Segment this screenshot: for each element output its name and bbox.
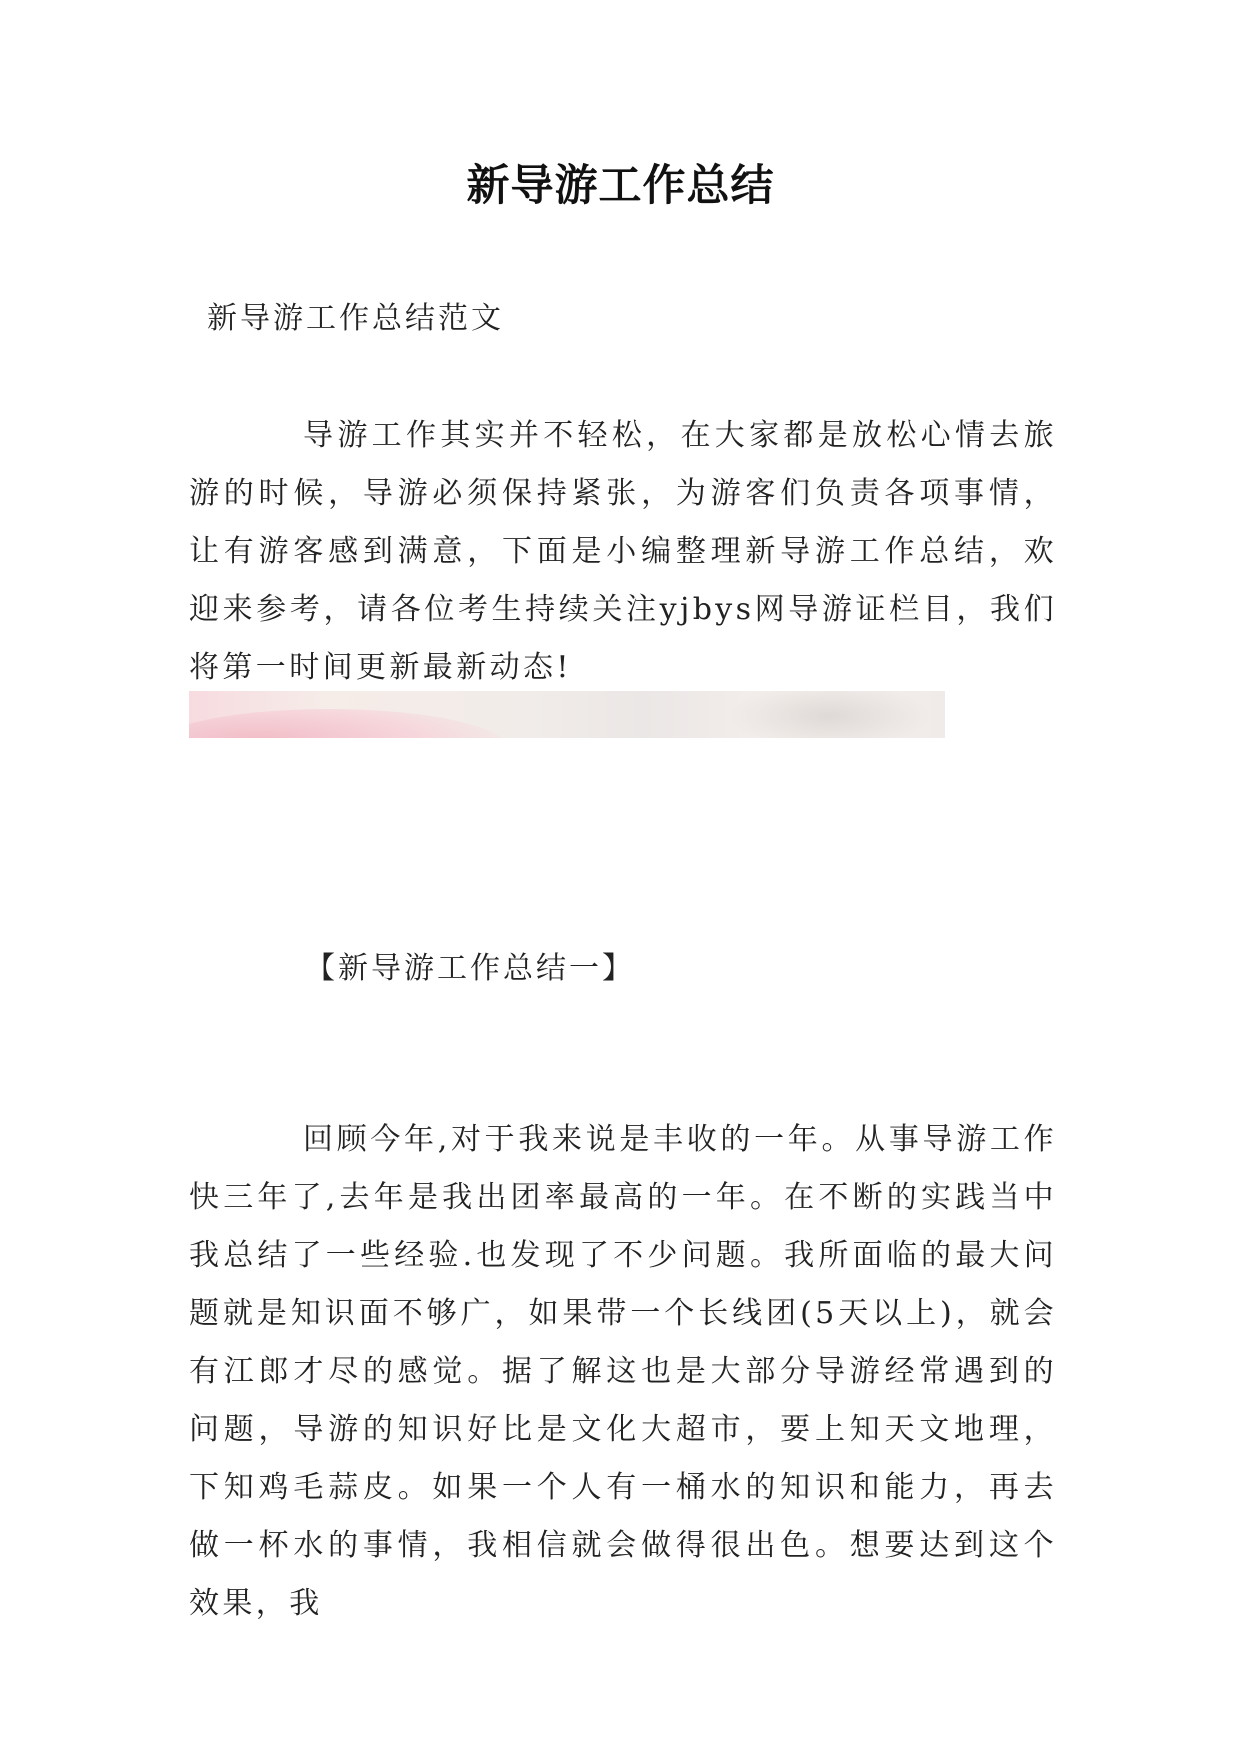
section-heading: 【新导游工作总结一】 bbox=[305, 951, 635, 986]
decorative-banner-image bbox=[189, 691, 945, 738]
banner-shade bbox=[729, 691, 929, 738]
document-subtitle: 新导游工作总结范文 bbox=[207, 301, 504, 336]
section-paragraph: 回顾今年,对于我来说是丰收的一年。从事导游工作快三年了,去年是我出团率最高的一年。在不断的实践当中我总结了一些经验.也发现了不少问题。我所面临的最大问题就是知识面不够广，如果带一个长线团(5天以上)，就会有江郎才尽的感觉。据了解这也是大部分导游经常遇到的问题，导游的知识好比是文化大超市，要上知天文地理，下知鸡毛蒜皮。如果一个人有一桶水的知识和能力，再去做一杯水的事情，我相信就会做得很出色。想要达到这个效果，我 bbox=[189, 1122, 1057, 1621]
intro-paragraph: 导游工作其实并不轻松，在大家都是放松心情去旅游的时候，导游必须保持紧张，为游客们负责各项事情，让有游客感到满意，下面是小编整理新导游工作总结，欢迎来参考，请各位考生持续关注yjbys网导游证栏目，我们将第一时间更新最新动态! bbox=[189, 418, 1057, 685]
page-title: 新导游工作总结 bbox=[466, 161, 775, 211]
banner-pink-curve bbox=[189, 709, 509, 738]
